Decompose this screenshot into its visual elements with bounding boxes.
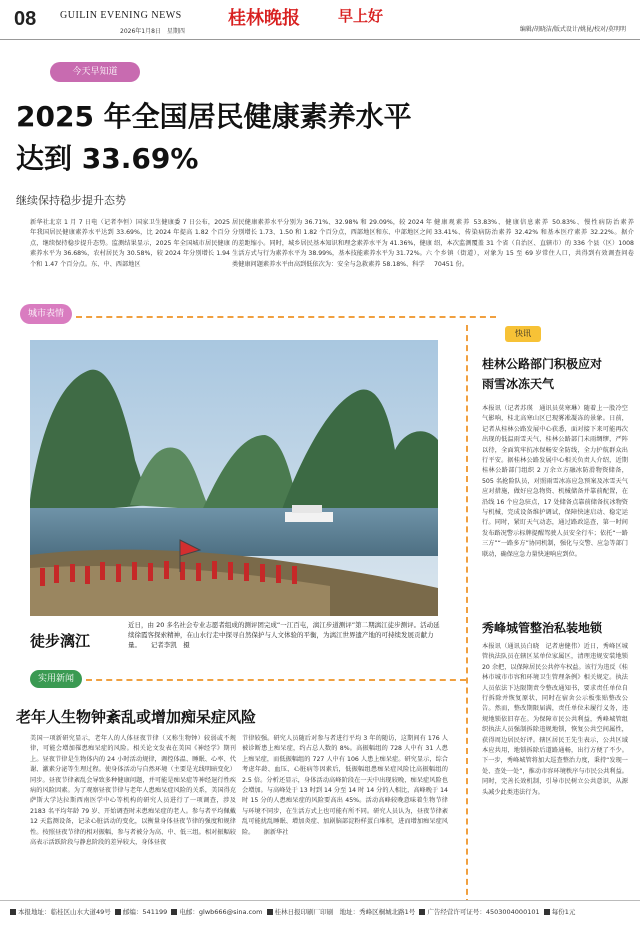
bullet-square-icon <box>544 909 550 915</box>
footer-printer: 桂林日报印刷厂印刷 地址：秀峰区桐城北路1号 <box>274 908 416 916</box>
paper-brand: 桂林晚报 <box>228 8 300 29</box>
footer-address: 本报地址：临桂区山水大道49号 <box>18 908 111 916</box>
lead-article-column-1: 新华社北京 1 月 7 日电（记者李恒）国家卫生健康委 7 日公布，2025 年我国居民健康素养水平达到 33.69%，比 2024 年提高 1.82 个百分点，继续保持稳步提升态势。监测结果显示，2025 年全国城市居民健康素养水平为 36.68%，农村居民为 30.58%，较 2024 年分别增长 1.94 个和 1.47 个百分点。东、中、西部地区 <box>30 219 230 268</box>
footer-postcode: 邮编：541199 <box>122 908 168 916</box>
footer-price: 每份1元 <box>551 908 576 916</box>
column-divider <box>466 325 468 905</box>
bullet-square-icon <box>171 909 177 915</box>
practical-divider <box>86 679 466 681</box>
footer-email: 电邮：glwb666@sina.com <box>179 908 263 916</box>
article2-body: 本报讯（通讯员白晓 记者唐健伟）近日，秀峰区城管执法队员在辖区某单位家属区，清理违规安装地锁 20 余把，以保障居民公共停车权益。该行为违反《桂林市城市市容和环境卫生管理条例》相关规定。执法人员依法下达限期责令整改通知书，要求责任单位自行拆除并恢复原状，同时在宿舍公示板张贴整改公告。然而，整改期限届满，责任单位未履行义务，违规地锁依旧存在。为保障市民公共利益，秀峰城管组织执法人员强制拆除违规地锁，恢复公共空间属性，获得周边居民好评。辖区居民王先生表示，公共区域本应共用，地锁拆除后道路通畅，出行方便了不少。下一步，秀峰城管将加大巡查整治力度，秉持“发现一处、查处一处”，推动市容环境秩序与市民公共利益。同时，完善长效机制，引导市民树立公共意识，从源头减少此类违法行为。 <box>482 643 628 796</box>
practical-news-badge: 实用新闻 <box>30 670 82 688</box>
page-number: 08 <box>14 8 37 30</box>
li-river-photo <box>30 340 438 616</box>
article1-title <box>482 354 602 394</box>
column-name: 早上好 <box>338 7 384 25</box>
footer-license: 广告经营许可证号：4503004000101 <box>427 908 540 916</box>
article1-title-line-1: 桂林公路部门积极应对 <box>482 357 603 371</box>
photo-caption: 近日，由 20 多名社会专业志愿者组成的测评团完成“一江百屯，漓江步道测评”第二期漓江徒步测评。活动延续徐霞客探索精神，在山水行走中探寻自然保护与人文体验的平衡，为漓江世界遗产地的可持续发展贡献力量。 记者李凯 摄 <box>128 621 440 649</box>
li-river-landscape-image <box>30 340 438 616</box>
photo-title: 徒步漓江 <box>30 632 91 650</box>
masthead <box>0 0 640 40</box>
bullet-square-icon <box>419 909 425 915</box>
subheadline: 继续保持稳步提升态势 <box>16 194 126 207</box>
footer-info <box>10 907 575 916</box>
editor-credits: 编辑/胡晓洁/版式设计/姚昆/校对/莫明明 <box>519 26 626 33</box>
headline-line-2: 达到 33.69% <box>16 142 199 175</box>
practical-title: 老年人生物钟紊乱或增加痴呆症风险 <box>16 708 257 726</box>
article1-title-line-2: 雨雪冰冻天气 <box>482 377 555 391</box>
bullet-square-icon <box>267 909 273 915</box>
practical-column-1: 美国一项新研究显示，老年人的人体昼夜节律（又称生物钟）较弱或不规律，可能会增加罹患痴呆症的风险。相关论文发表在美国《神经学》期刊上。昼夜节律是生物体内的 24 小时活动规律，调控体温、睡眠、心率、代谢、激素分泌等生理过程。使身体活动与自然环境（主要是光线明暗变化）同步。昼夜节律紊乱会导致多种健康问题，并可能是痴呆症等神经退行性疾病的风险因素。为了观察昼夜节律与老年人患痴呆症风险的关系，美国得克萨斯大学达拉斯西南医学中心等机构的研究人员进行了一项调查，涉及 2183 名平均年龄 79 岁、开始调查时未患痴呆症的老人。参与者平均佩戴 12 天监测设备，记录心脏活动的变化，以衡量身体昼夜节律的强度和规律性。按照昼夜节律的相对振幅，参与者被分为高、中、低三组。相对振幅较高表示活跃阶段与静息阶段的差异较大，身体昼夜 <box>30 735 236 847</box>
lead-article-column-3: 健康观素养 53.83%、健康信息素养 50.83%、慢性病防治素养 33.41%、传染病防治素养 32.42% 和基本医疗素养 32.22%。据介绍，本次监测覆盖 31 个省（自治区、直辖市）的 336 个县（区）1008 个乡镇（街道），对象为 15 至 69 岁常住人口，共得到有效调查问卷 70451 份。 <box>434 219 634 268</box>
section-divider <box>76 316 496 318</box>
section-badge: 今天早知道 <box>50 62 140 82</box>
bullet-square-icon <box>115 909 121 915</box>
practical-column-2: 节律较强。研究人员随后对参与者进行平均 3 年的随访，这期间有 176 人被诊断患上痴呆症，约占总人数的 8%。高振幅组的 728 人中有 31 人患上痴呆症，而低振幅组的 727 人中有 106 人患上痴呆症。研究显示，综合考虑年龄、血压、心脏病等因素后，低振幅组患痴呆症风险比高振幅组的 2.5 倍。分析还显示，身体活动高峰阶段在一天中出现较晚，痴呆症风险也会增加。与高峰处于 13 时到 14 分至 14 时 14 分的人相比，高峰晚于 14 时 15 分的人患痴呆症的风险要高出 45%。活动高峰较晚意味着生物节律与环境不同步，在生活方式上也可能有所不同。研究人员认为，昼夜节律紊乱可能扰乱睡眠、增加炎症、加剧脑部淀粉样蛋白堆积，进而增加痴呆症风险。 据新华社 <box>242 735 448 836</box>
issue-date: 2026年1月8日 星期四 <box>120 28 185 35</box>
lead-article-column-2: 居民健康素养水平分别为 36.71%、32.98% 和 29.09%，较 2024 年分别增长 1.73、1.50 和 1.82 个百分点，西部地区和东、中部地区之间的差距缩小。同时，城乡居民基本知识和理念素养水平为 41.36%，健康生活方式与行为素养水平为 38.99%，基本技能素养水平为 31.72%。六类健康问题素养水平由高到低依次为：安全与急救素养 58.18%、科学 <box>232 219 432 268</box>
bullet-square-icon <box>10 909 16 915</box>
flash-news-badge: 快讯 <box>505 326 541 342</box>
headline <box>16 96 576 180</box>
paper-name-en: GUILIN EVENING NEWS <box>60 10 182 21</box>
headline-line-1: 2025 年全国居民健康素养水平 <box>16 100 412 133</box>
footer <box>0 900 640 927</box>
article2-title: 秀峰城管整治私装地锁 <box>482 621 603 635</box>
city-section-badge: 城市表情 <box>20 304 72 324</box>
article1-body: 本报讯（记者苏瑛 通讯员莫寒琳）随着上一股冷空气影响，桂北高寒山区已现雾凇凝冻的景象。日前，记者从桂林公路发展中心获悉，面对接下来可能再次出现的低温雨雪天气，桂林公路部门未雨绸缪，严阵以待，全面筑牢抗冰保畅安全防线，全力护航群众出行平安。据桂林公路发展中心相关负责人介绍，近期桂林公路部门组织 2 万余立方融冰防滑物资储备，505 名抢险队员，对照雨雪冰冻应急预案及冰雪天气应对措施，做好应急物资、机械储备并靠前配置，在沿线 16 个应急驻点，17 处储备点靠前储备抗冰物资与机械，完成设备维护调试，保障快速启动、稳定运行。同时，紧盯天气动态，通过路政巡查，第一时间发布路况警示标牌提醒驾驶人员安全行车；依托“一路三方”“一路多方”协同机制，强化与交警、应急等部门联动，确保应急力量快速响应到位。 <box>482 405 628 558</box>
